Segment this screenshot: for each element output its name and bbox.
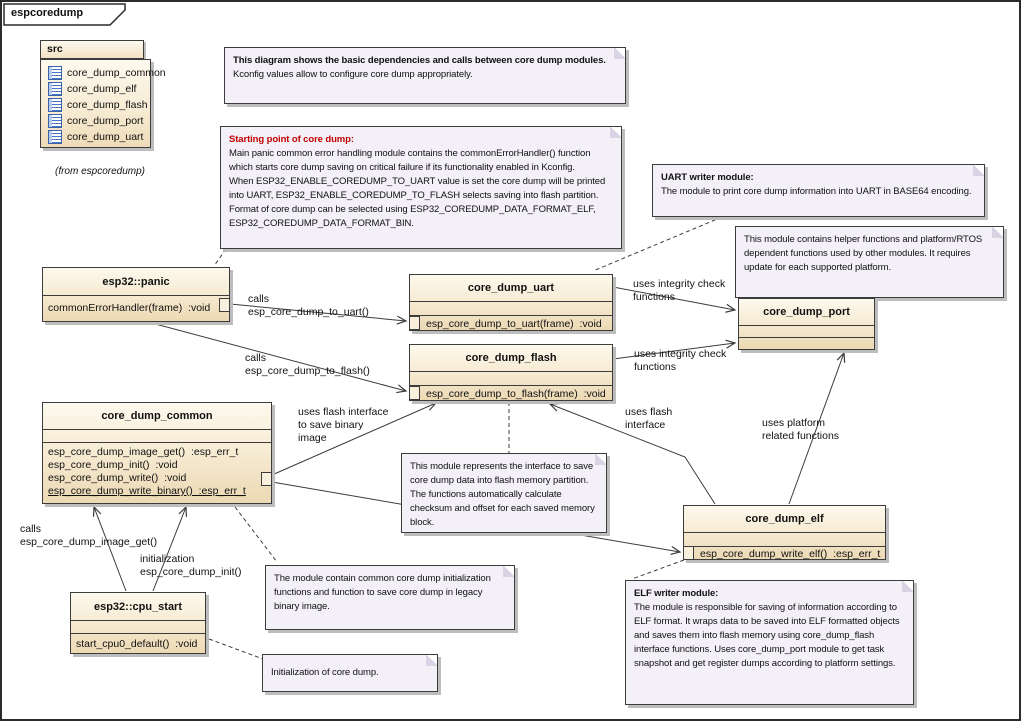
edge-label-elf-iface: uses flash interface: [625, 406, 673, 431]
note-uart-writer[interactable]: [652, 164, 985, 217]
note-elf-writer[interactable]: [625, 580, 914, 705]
note-title: ELF writer module:: [634, 588, 719, 599]
class-attributes-empty: [739, 326, 874, 338]
package-file-item[interactable]: [41, 65, 166, 81]
class-attributes-empty: [410, 372, 612, 386]
note-text: When ESP32_ENABLE_COREDUMP_TO_UART value is set the core dump will be printed into UART, ESP32_ENABLE_COREDUMP_TO_FLASH selects saving into flash partition.: [229, 176, 606, 201]
file-icon: [48, 66, 62, 80]
edge-label-integrity-flash: uses integrity check functions: [634, 348, 727, 373]
file-icon: [48, 114, 62, 128]
anchor-note-init[interactable]: [209, 639, 263, 659]
class-name: core_dump_elf: [684, 506, 885, 533]
note-starting-point[interactable]: [220, 126, 622, 249]
anchor-note-elfwriter[interactable]: [632, 560, 684, 579]
connector-cpustart-to-common-imageget[interactable]: [94, 507, 126, 591]
class-attributes-empty: [43, 430, 271, 443]
class-esp32-cpu-start[interactable]: [70, 592, 206, 654]
note-fold-icon: [973, 164, 985, 176]
note-fold-icon: [503, 565, 515, 577]
file-icon: [48, 130, 62, 144]
note-text: The module is responsible for saving of information according to ELF format. It wraps data to be saved into ELF formatted objects and saves them into flash memory using core_dump_flash interface functions. Uses core_dump_port module to get task snapshot and get register dumps according to platform settings.: [634, 602, 900, 669]
note-text: Initialization of core dump.: [271, 667, 379, 678]
note-fold-icon: [426, 654, 438, 666]
note-fold-icon: [614, 47, 626, 59]
package-file-item[interactable]: [41, 81, 150, 97]
note-text: Format of core dump can be selected using ESP32_COREDUMP_DATA_FORMAT_ELF, ESP32_COREDUMP_DATA_FORMAT_BIN.: [229, 204, 596, 229]
class-attributes-empty: [71, 621, 205, 634]
file-icon: [48, 98, 62, 112]
note-title: Starting point of core dump:: [229, 134, 354, 145]
edge-label-integrity-uart: uses integrity check functions: [633, 278, 726, 303]
frame-title: espcoredump: [11, 7, 84, 19]
edge-label-init-call: initialization esp_core_dump_init(): [140, 553, 242, 578]
file-label: core_dump_elf: [67, 83, 137, 95]
package-src[interactable]: [40, 59, 166, 148]
embedded-anchor: [219, 298, 230, 312]
class-name: core_dump_port: [739, 299, 874, 326]
embedded-anchor: [409, 386, 420, 400]
class-core-dump-flash[interactable]: [409, 344, 613, 401]
file-label: core_dump_flash: [67, 99, 148, 111]
class-esp32-panic[interactable]: [42, 267, 230, 322]
package-origin-label: (from espcoredump): [54, 166, 146, 177]
class-method[interactable]: commonErrorHandler(frame) :void: [48, 302, 211, 314]
class-name: core_dump_uart: [410, 275, 612, 302]
class-core-dump-elf[interactable]: [683, 505, 886, 560]
note-common-desc[interactable]: [265, 565, 515, 630]
class-method[interactable]: esp_core_dump_write_elf() :esp_err_t: [700, 548, 881, 560]
note-flash-interface[interactable]: [401, 453, 607, 533]
edge-label-calls-image-get: calls esp_core_dump_image_get(): [20, 523, 158, 548]
class-name: core_dump_common: [43, 403, 271, 430]
embedded-anchor: [683, 546, 694, 560]
class-method[interactable]: esp_core_dump_write() :void: [48, 472, 187, 484]
note-text: This module represents the interface to save core dump data into flash memory partition. The functions automatically calculate checksum and offset for each saved memory block.: [410, 461, 595, 528]
package-file-item[interactable]: [41, 129, 150, 145]
class-name: esp32::panic: [43, 268, 229, 296]
note-fold-icon: [610, 126, 622, 138]
package-src-tab[interactable]: src: [40, 40, 144, 59]
note-port-helper[interactable]: [735, 226, 1004, 298]
file-icon: [48, 82, 62, 96]
edge-label-calls-flash: calls esp_core_dump_to_flash(): [245, 352, 370, 377]
note-text: The module to print core dump information into UART in BASE64 encoding.: [661, 186, 972, 197]
class-method[interactable]: esp_core_dump_init() :void: [48, 459, 178, 471]
class-method[interactable]: esp_core_dump_to_uart(frame) :void: [426, 318, 602, 330]
embedded-anchor: [409, 316, 420, 330]
note-text: This module contains helper functions and platform/RTOS dependent functions used by other modules. It requires update for each supported platform.: [744, 234, 983, 273]
edge-label-calls-uart: calls esp_core_dump_to_uart(): [248, 293, 369, 318]
edge-label-platform-funcs: uses platform related functions: [762, 417, 840, 442]
file-label: core_dump_port: [67, 115, 144, 127]
anchor-note-startingpoint[interactable]: [214, 249, 226, 266]
note-text: The module contain common core dump initialization functions and function to save core dump in legacy binary image.: [274, 573, 491, 612]
class-method[interactable]: start_cpu0_default() :void: [76, 638, 198, 650]
class-method[interactable]: esp_core_dump_image_get() :esp_err_t: [48, 446, 239, 458]
package-file-item[interactable]: [41, 97, 150, 113]
class-core-dump-port[interactable]: [738, 298, 875, 350]
note-init[interactable]: [262, 654, 438, 692]
package-file-item[interactable]: [41, 113, 150, 129]
embedded-anchor: [261, 472, 272, 486]
note-title: UART writer module:: [661, 172, 754, 183]
note-fold-icon: [902, 580, 914, 592]
class-core-dump-common[interactable]: [42, 402, 272, 504]
file-label: core_dump_uart: [67, 131, 144, 143]
edge-label-binary-iface: uses flash interface to save binary image: [298, 406, 389, 444]
class-core-dump-uart[interactable]: [409, 274, 613, 331]
note-title: This diagram shows the basic dependencies and calls between core dump modules.: [233, 55, 606, 66]
note-text: Kconfig values allow to configure core dump appropriately.: [233, 69, 473, 80]
note-fold-icon: [992, 226, 1004, 238]
file-label: core_dump_common: [67, 67, 166, 79]
class-attributes-empty: [684, 533, 885, 547]
class-method[interactable]: esp_core_dump_to_flash(frame) :void: [426, 388, 606, 400]
class-method[interactable]: esp_core_dump_write_binary() :esp_err_t: [48, 485, 246, 497]
note-fold-icon: [595, 453, 607, 465]
class-name: esp32::cpu_start: [71, 593, 205, 621]
note-diagram-overview[interactable]: [224, 47, 626, 104]
class-attributes-empty: [410, 302, 612, 316]
class-name: core_dump_flash: [410, 345, 612, 372]
note-text: Main panic common error handling module contains the commonErrorHandler() function which starts core dump saving on critical failure if its functionality enabled in Kconfig.: [229, 148, 591, 173]
